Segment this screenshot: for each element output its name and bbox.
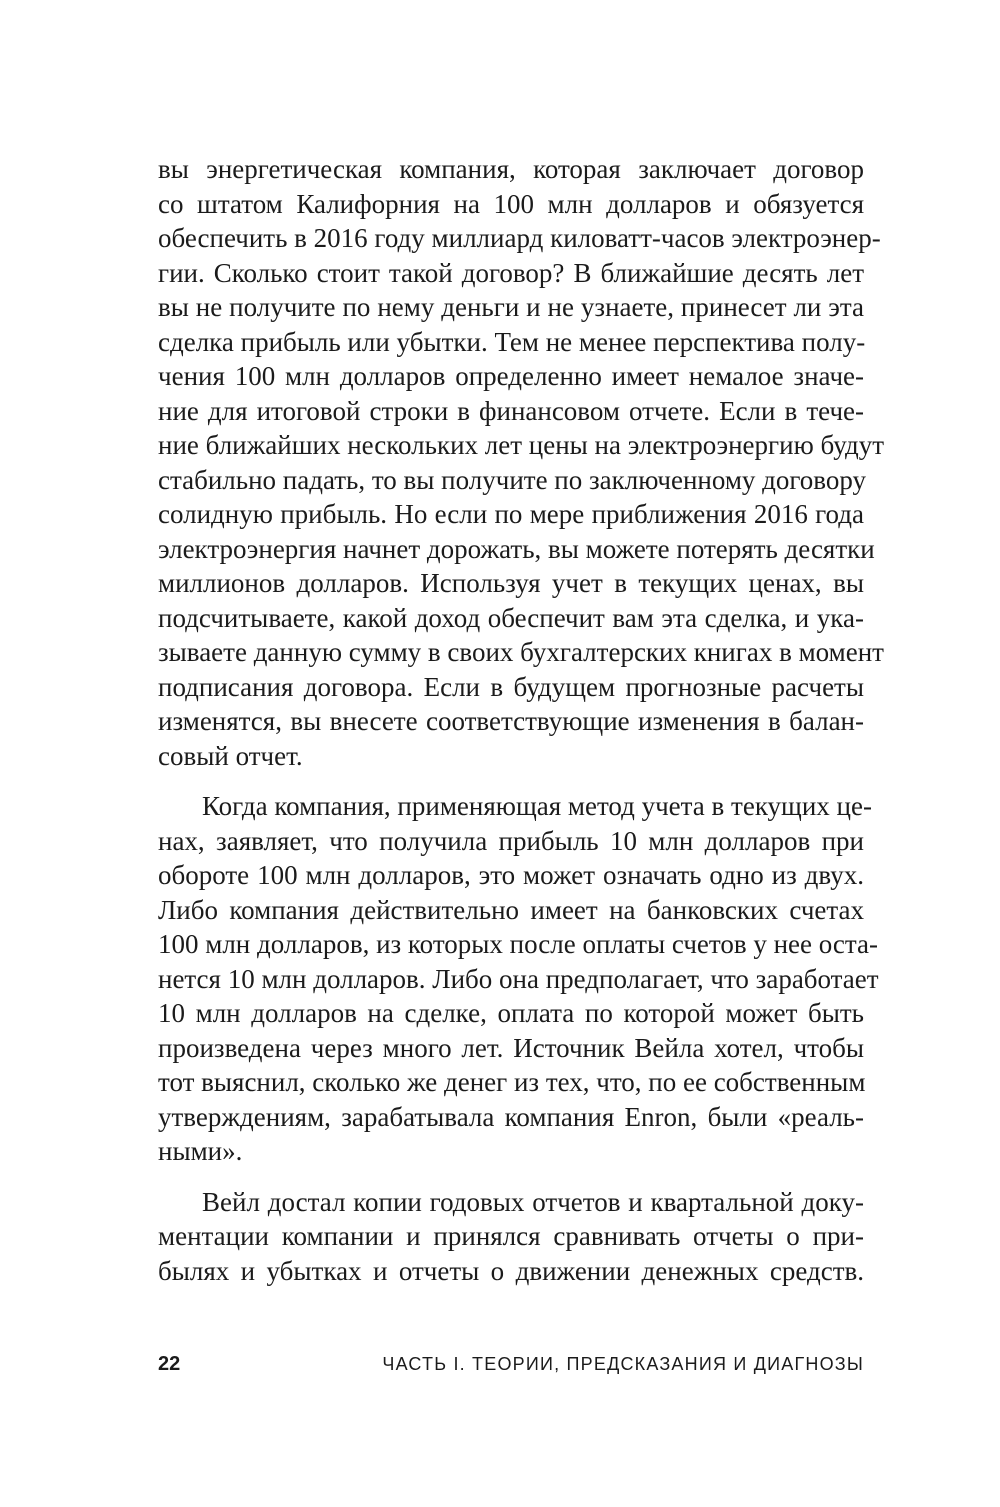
paragraph-gap bbox=[158, 773, 864, 789]
text-line: изменятся, вы внесете соответствующие изменения в балан- bbox=[158, 706, 864, 736]
paragraph bbox=[158, 789, 879, 1169]
text-line: утверждениям, зарабатывала компания Enron, были «реаль- bbox=[158, 1101, 864, 1132]
text-line: вы не получите по нему деньги и не узнаете, принесет ли эта bbox=[158, 292, 864, 322]
text-line: совый отчет. bbox=[158, 740, 303, 771]
text-line: подписания договора. Если в будущем прогнозные расчеты bbox=[158, 671, 864, 702]
text-line: былях и убытках и отчеты о движении денежных средств. bbox=[158, 1255, 864, 1286]
text-line: солидную прибыль. Но если по мере приближения 2016 года bbox=[158, 499, 864, 529]
text-line: Либо компания действительно имеет на банковских счетах bbox=[158, 894, 864, 925]
text-line: нется 10 млн долларов. Либо она предполагает, что заработает bbox=[158, 963, 879, 994]
text-line: нах, заявляет, что получила прибыль 10 млн долларов при bbox=[158, 825, 864, 856]
text-line: со штатом Калифорния на 100 млн долларов и обязуется bbox=[158, 188, 864, 219]
text-line: ментации компании и принялся сравнивать отчеты о при- bbox=[158, 1221, 864, 1251]
text-line: электроэнергия начнет дорожать, вы можете потерять десятки bbox=[158, 533, 875, 564]
paragraph bbox=[158, 152, 885, 773]
text-line: ными». bbox=[158, 1136, 243, 1166]
text-line: вы энергетическая компания, которая заключает договор bbox=[158, 154, 864, 184]
text-line: стабильно падать, то вы получите по заключенному договору bbox=[158, 464, 867, 495]
text-line: 10 млн долларов на сделке, оплата по которой может быть bbox=[158, 998, 864, 1028]
text-line: 100 млн долларов, из которых после оплаты счетов у нее оста- bbox=[158, 929, 878, 959]
text-line: миллионов долларов. Используя учет в текущих ценах, вы bbox=[158, 568, 864, 598]
text-line: зываете данную сумму в своих бухгалтерских книгах в момент bbox=[158, 637, 884, 667]
text-line: ние ближайших нескольких лет цены на электроэнергию будут bbox=[158, 430, 885, 460]
text-line: сделка прибыль или убытки. Тем не менее перспектива полу- bbox=[158, 326, 866, 357]
text-line: обеспечить в 2016 году миллиард киловатт-часов электроэнер- bbox=[158, 223, 881, 253]
paragraph bbox=[158, 1185, 864, 1289]
text-line: ние для итоговой строки в финансовом отчете. Если в тече- bbox=[158, 395, 864, 426]
text-line: обороте 100 млн долларов, это может означать одно из двух. bbox=[158, 860, 864, 890]
body-text bbox=[158, 152, 885, 1288]
text-line: Когда компания, применяющая метод учета в текущих це- bbox=[202, 791, 872, 821]
paragraph-gap bbox=[158, 1169, 864, 1185]
running-head: ЧАСТЬ I. ТЕОРИИ, ПРЕДСКАЗАНИЯ И ДИАГНОЗЫ bbox=[382, 1354, 864, 1374]
text-line: чения 100 млн долларов определенно имеет немалое значе- bbox=[158, 361, 864, 391]
page-number: 22 bbox=[158, 1353, 181, 1375]
text-line: Вейл достал копии годовых отчетов и квартальной доку- bbox=[202, 1186, 864, 1217]
text-line: гии. Сколько стоит такой договор? В ближайшие десять лет bbox=[158, 257, 864, 288]
text-line: подсчитываете, какой доход обеспечит вам эта сделка, и ука- bbox=[158, 602, 864, 633]
text-line: тот выяснил, сколько же денег из тех, что, по ее собственным bbox=[158, 1067, 866, 1097]
text-line: произведена через много лет. Источник Вейла хотел, чтобы bbox=[158, 1032, 864, 1063]
page-footer bbox=[158, 1349, 864, 1379]
